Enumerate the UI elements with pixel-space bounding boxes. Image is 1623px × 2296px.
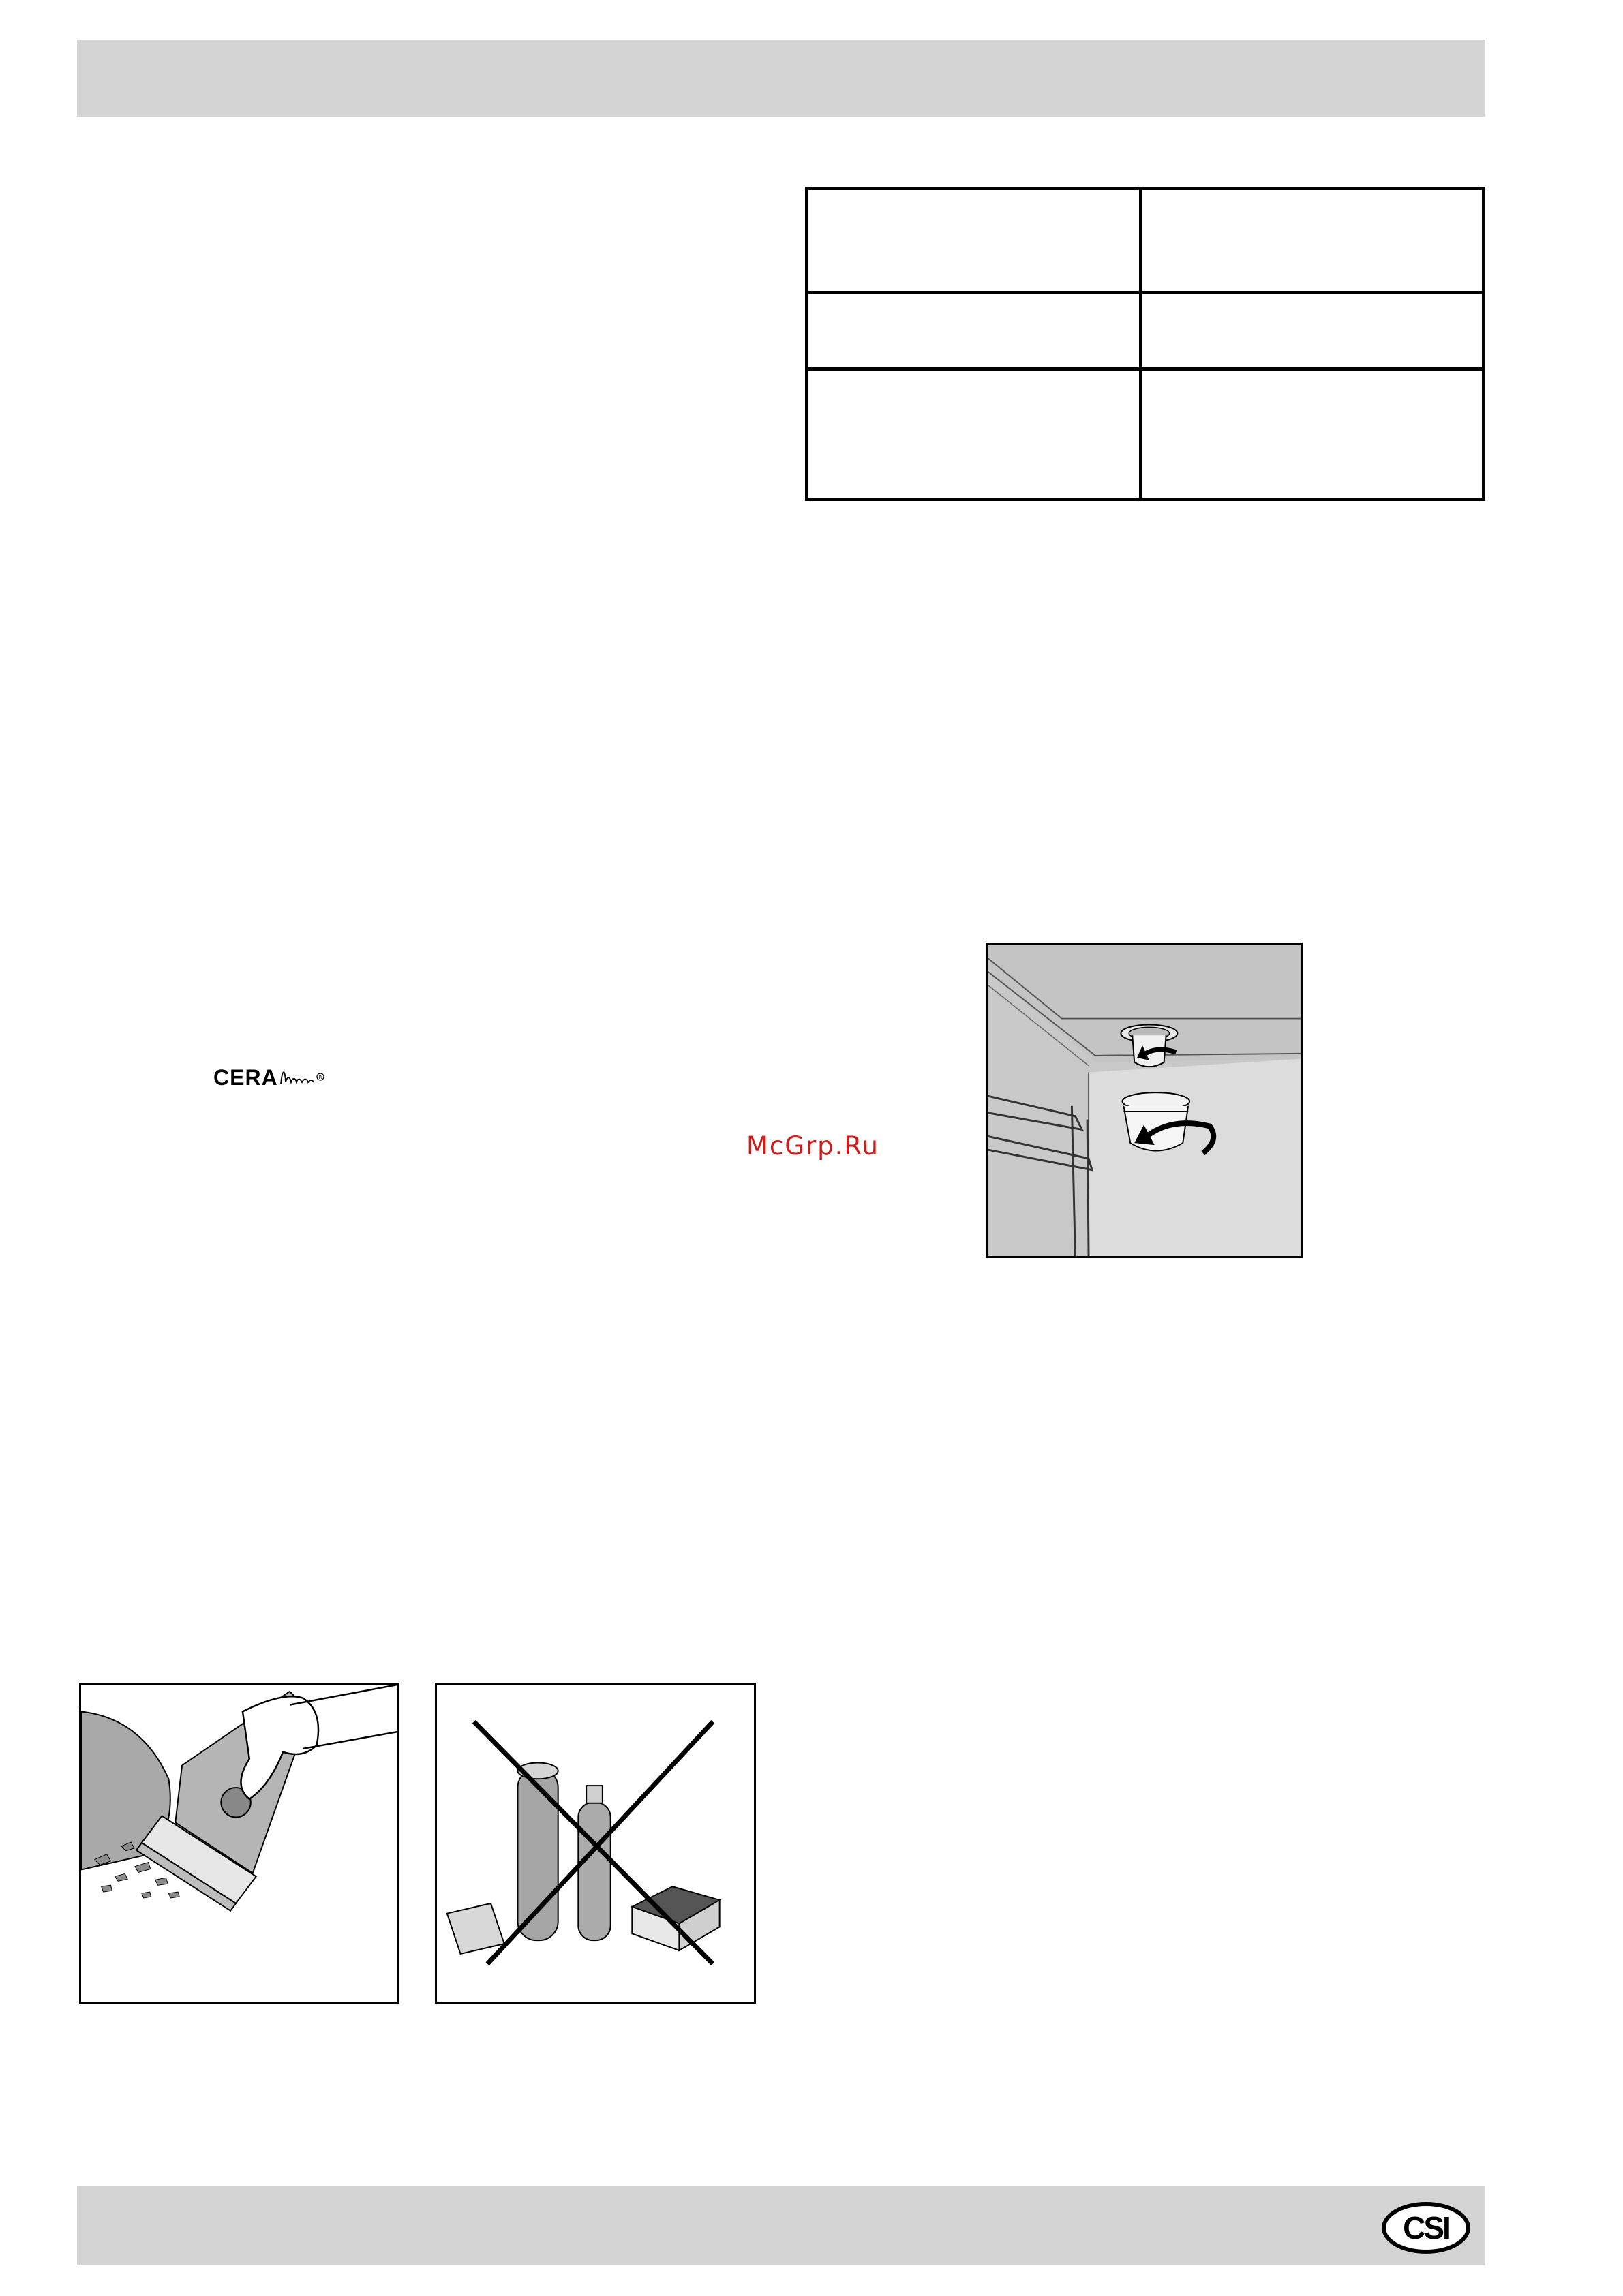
svg-text:R: R [318,1075,322,1080]
footer-bar [77,2186,1485,2265]
csi-badge: CSI [1382,2202,1470,2254]
spec-table [805,187,1485,501]
table-row-divider [808,367,1482,371]
ceran-script-mark [278,1063,333,1090]
oven-lamp-figure [986,943,1303,1258]
header-bar [77,40,1485,117]
scraper-illustration [81,1685,397,2002]
ceran-logo [213,1056,333,1090]
scraper-figure [79,1683,399,2004]
table-column-divider [1139,190,1142,498]
oven-lamp-illustration [988,945,1301,1256]
watermark: McGrp.Ru [746,1131,879,1161]
no-abrasive-cleaners-illustration [437,1685,754,2002]
table-row-divider [808,291,1482,294]
forbidden-cleaners-figure [435,1683,756,2004]
ceran-logo-text: CERA [213,1065,278,1090]
